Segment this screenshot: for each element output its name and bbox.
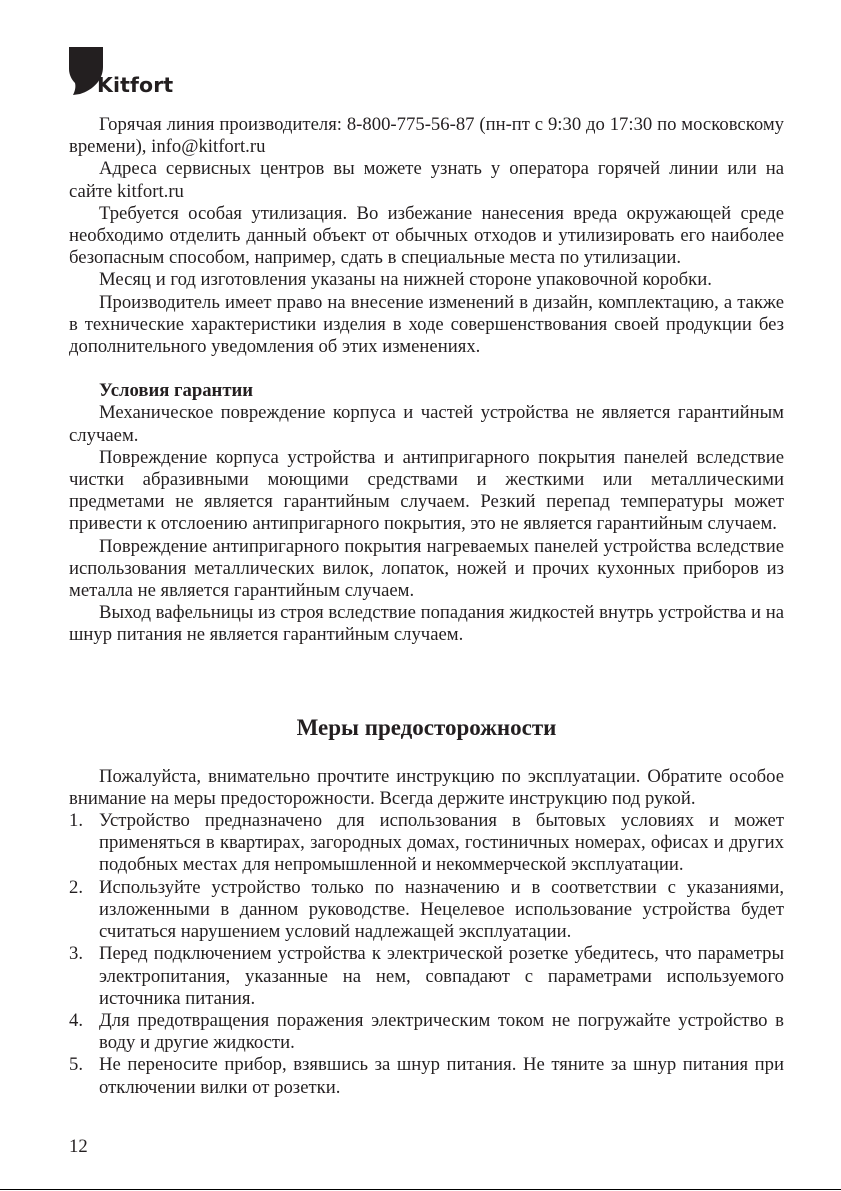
main-content bbox=[69, 114, 784, 1099]
paragraph: Требуется особая утилизация. Во избежание нанесения вреда окружающей среде необходимо отделить данный объект от обычных отходов и утилизировать его наиболее безопасным способом, например, сдать в специальные места по утилизации. bbox=[69, 202, 784, 269]
list-item-number: 5. bbox=[69, 1054, 84, 1076]
warranty-paragraph: Повреждение антипригарного покрытия нагреваемых панелей устройства вследствие использования металлических вилок, лопаток, ножей и прочих кухонных приборов из металла не является гарантийным случаем. bbox=[69, 535, 784, 602]
bottom-divider bbox=[0, 1189, 841, 1190]
list-item bbox=[69, 810, 784, 877]
list-item-text: Не переносите прибор, взявшись за шнур питания. Не тяните за шнур питания при отключении вилки от розетки. bbox=[99, 1054, 784, 1098]
warranty-heading: Условия гарантии bbox=[99, 380, 254, 402]
precautions-title: Меры предосторожности bbox=[296, 714, 557, 740]
list-item bbox=[69, 943, 784, 1010]
list-item-text: Для предотвращения поражения электрическим током не погружайте устройство в воду и другие жидкости. bbox=[99, 1009, 784, 1054]
list-item-text: Используйте устройство только по назначению и в соответствии с указаниями, изложенными в данном руководстве. Нецелевое использование устройства будет считаться нарушением условий надлежащей эксплуатации. bbox=[99, 876, 784, 943]
list-item-text: Устройство предназначено для использования в бытовых условиях и может применяться в квартирах, загородных домах, гостиничных номерах, офисах и других подобных местах для непромышленной и некоммерческой эксплуатации. bbox=[99, 810, 784, 876]
logo-text: Kitfort bbox=[97, 72, 174, 97]
paragraph: Горячая линия производителя: 8-800-775-56-87 (пн-пт с 9:30 до 17:30 по московскому времени), info@kitfort.ru bbox=[69, 114, 784, 158]
precautions-intro: Пожалуйста, внимательно прочтите инструкцию по эксплуатации. Обратите особое внимание на меры предосторожности. Всегда держите инструкцию под рукой. bbox=[69, 765, 784, 809]
list-item-number: 2. bbox=[69, 876, 84, 898]
paragraph: Адреса сервисных центров вы можете узнать у оператора горячей линии или на сайте kitfort.ru bbox=[69, 158, 784, 202]
warranty-paragraph: Механическое повреждение корпуса и частей устройства не является гарантийным случаем. bbox=[69, 402, 784, 446]
precautions-list bbox=[69, 810, 784, 1099]
list-item bbox=[69, 1010, 784, 1054]
warranty-paragraph: Повреждение корпуса устройства и антипригарного покрытия панелей вследствие чистки абразивными моющими средствами и жесткими или металлическими предметами не является гарантийным случаем. Резкий перепад температуры может привести к отслоению антипригарного покрытия, это не является гарантийным случаем. bbox=[69, 446, 784, 535]
page-number: 12 bbox=[69, 1136, 88, 1157]
kitfort-logo bbox=[69, 47, 173, 95]
paragraph: Месяц и год изготовления указаны на нижней стороне упаковочной коробки. bbox=[99, 269, 712, 291]
list-item-number: 3. bbox=[69, 943, 84, 965]
list-item bbox=[69, 1054, 784, 1098]
list-item-text: Перед подключением устройства к электрической розетке убедитесь, что параметры электропитания, указанные на нем, совпадают с параметрами используемого источника питания. bbox=[99, 943, 784, 1009]
paragraph: Производитель имеет право на внесение изменений в дизайн, комплектацию, а также в технические характеристики изделия в ходе совершенствования своей продукции без дополнительного уведомления об этих изменениях. bbox=[69, 291, 784, 358]
list-item-number: 4. bbox=[69, 1009, 84, 1031]
warranty-paragraph: Выход вафельницы из строя вследствие попадания жидкостей внутрь устройства и на шнур питания не является гарантийным случаем. bbox=[69, 602, 784, 646]
list-item-number: 1. bbox=[69, 810, 84, 832]
list-item bbox=[69, 877, 784, 944]
